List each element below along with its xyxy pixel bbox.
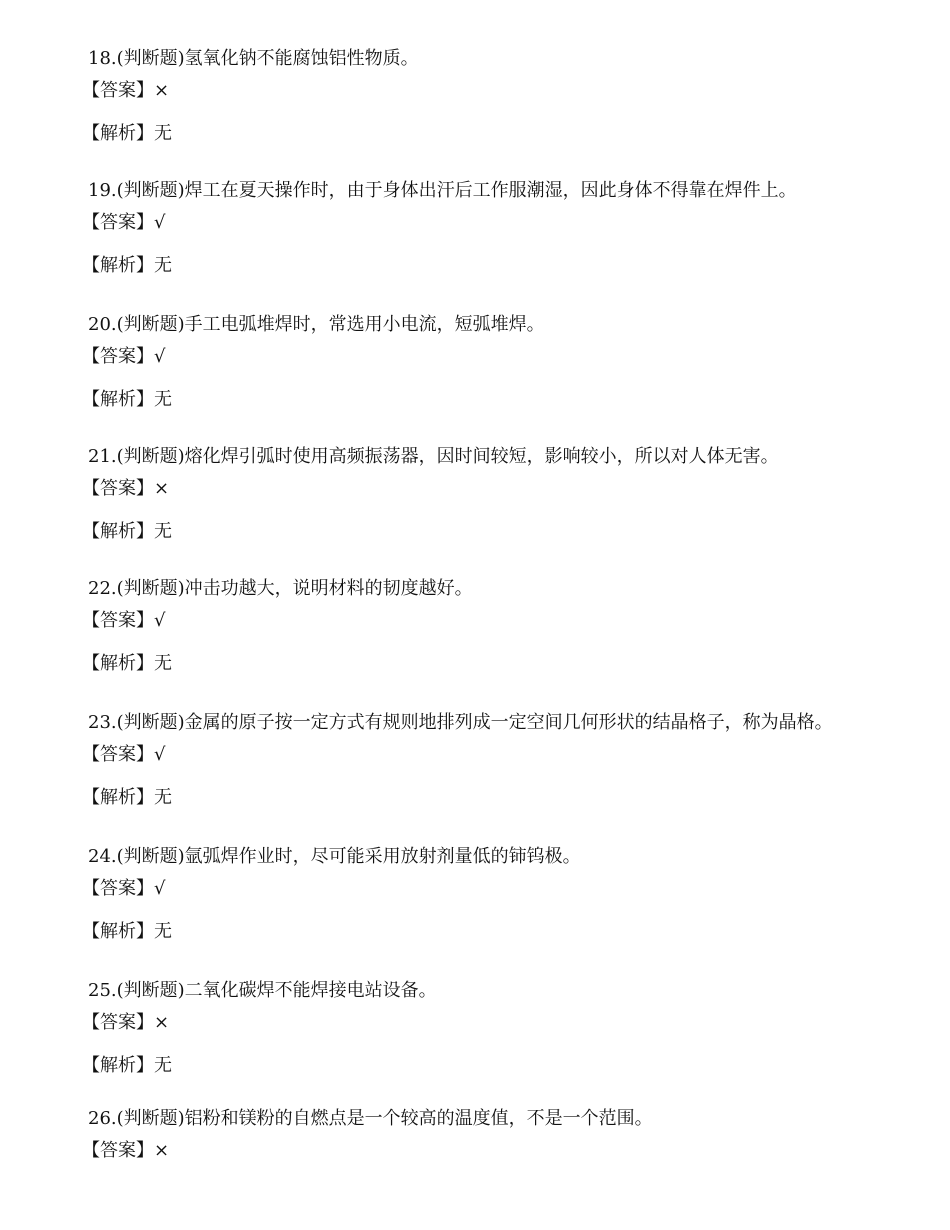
question-text: 23.(判断题)金属的原子按一定方式有规则地排列成一定空间几何形状的结晶格子，称为晶格。 [88, 712, 833, 733]
explanation-label: 【解析】 [82, 787, 154, 808]
question-text: 18.(判断题)氢氧化钠不能腐蚀铝性物质。 [88, 48, 419, 69]
answer-label: 【答案】 [82, 80, 154, 101]
explanation-value: 无 [154, 389, 172, 410]
answer-value: × [154, 80, 170, 101]
answer-label: 【答案】 [82, 1012, 154, 1033]
explanation-label: 【解析】 [82, 389, 154, 410]
question-text: 19.(判断题)焊工在夏天操作时，由于身体出汗后工作服潮湿，因此身体不得靠在焊件上。 [88, 180, 797, 201]
explanation-line [82, 919, 172, 945]
explanation-value: 无 [154, 255, 172, 276]
answer-value: × [154, 1140, 170, 1161]
answer-line [82, 1010, 169, 1036]
explanation-line [82, 519, 172, 545]
answer-label: 【答案】 [82, 1140, 154, 1161]
answer-value: √ [154, 212, 166, 233]
answer-line [82, 876, 165, 902]
answer-line [82, 476, 169, 502]
answer-label: 【答案】 [82, 212, 154, 233]
explanation-line [82, 253, 172, 279]
explanation-label: 【解析】 [82, 1055, 154, 1076]
answer-line [82, 78, 169, 104]
answer-line [82, 742, 165, 768]
explanation-value: 无 [154, 123, 172, 144]
explanation-line [82, 387, 172, 413]
answer-value: √ [154, 744, 166, 765]
explanation-label: 【解析】 [82, 653, 154, 674]
answer-line [82, 344, 165, 370]
answer-value: √ [154, 610, 166, 631]
explanation-value: 无 [154, 521, 172, 542]
answer-line [82, 210, 165, 236]
answer-value: √ [154, 878, 166, 899]
question-text: 26.(判断题)铝粉和镁粉的自燃点是一个较高的温度值，不是一个范围。 [88, 1108, 653, 1129]
question-text: 22.(判断题)冲击功越大，说明材料的韧度越好。 [88, 578, 473, 599]
answer-label: 【答案】 [82, 744, 154, 765]
explanation-label: 【解析】 [82, 521, 154, 542]
answer-label: 【答案】 [82, 346, 154, 367]
explanation-line [82, 785, 172, 811]
question-text: 21.(判断题)熔化焊引弧时使用高频振荡器，因时间较短，影响较小，所以对人体无害。 [88, 446, 779, 467]
answer-label: 【答案】 [82, 478, 154, 499]
question-text: 25.(判断题)二氧化碳焊不能焊接电站设备。 [88, 980, 437, 1001]
answer-value: × [154, 1012, 170, 1033]
answer-value: √ [154, 346, 166, 367]
explanation-line [82, 1053, 172, 1079]
explanation-label: 【解析】 [82, 921, 154, 942]
explanation-value: 无 [154, 787, 172, 808]
question-text: 20.(判断题)手工电弧堆焊时，常选用小电流，短弧堆焊。 [88, 314, 545, 335]
question-text: 24.(判断题)氩弧焊作业时，尽可能采用放射剂量低的铈钨极。 [88, 846, 581, 867]
explanation-value: 无 [154, 653, 172, 674]
answer-value: × [154, 478, 170, 499]
explanation-line [82, 121, 172, 147]
answer-line [82, 608, 165, 634]
explanation-value: 无 [154, 1055, 172, 1076]
answer-label: 【答案】 [82, 610, 154, 631]
answer-label: 【答案】 [82, 878, 154, 899]
explanation-label: 【解析】 [82, 123, 154, 144]
explanation-value: 无 [154, 921, 172, 942]
explanation-line [82, 651, 172, 677]
explanation-label: 【解析】 [82, 255, 154, 276]
answer-line [82, 1138, 169, 1164]
